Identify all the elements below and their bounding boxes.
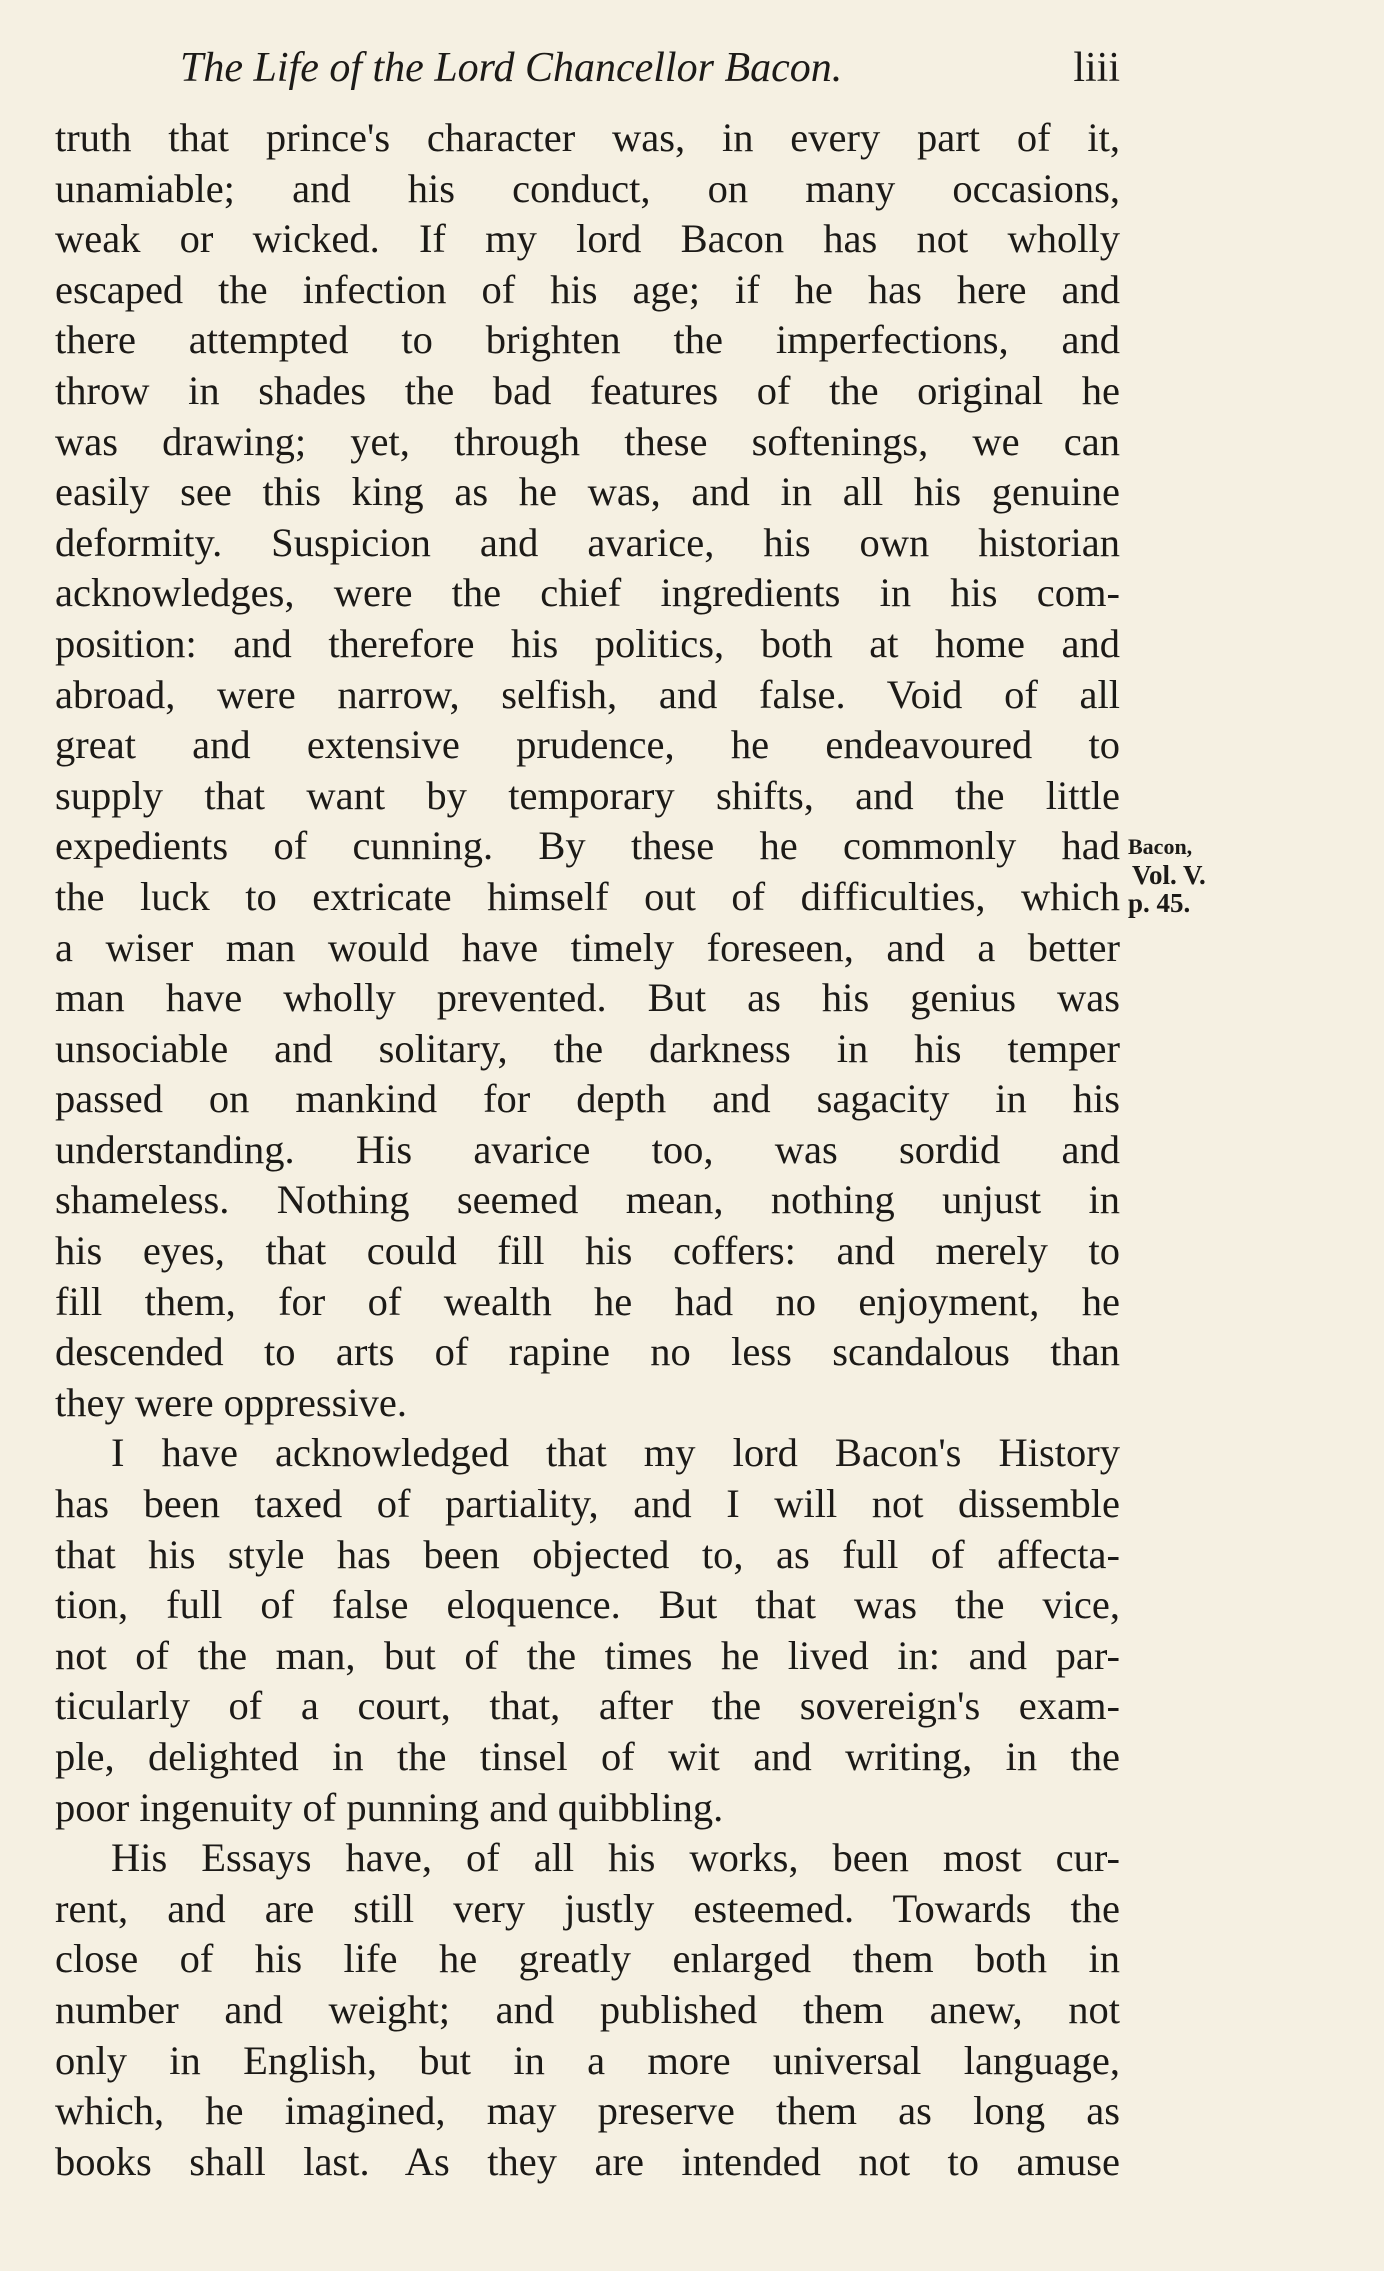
text-line: His Essays have, of all his works, been most cur-	[111, 1835, 1120, 1881]
running-title: The Life of the Lord Chancellor Bacon.	[180, 45, 843, 91]
text-line: easily see this king as he was, and in all his genuine	[55, 469, 1120, 515]
text-line: rent, and are still very justly esteemed. Towards the	[55, 1885, 1120, 1931]
text-line: ticularly of a court, that, after the sovereign's exam-	[55, 1683, 1120, 1729]
text-line: ple, delighted in the tinsel of wit and writing, in the	[55, 1734, 1120, 1779]
text-line: poor ingenuity of punning and quibbling.	[55, 1784, 724, 1830]
body-text	[55, 113, 1120, 2187]
running-head	[160, 38, 1120, 98]
text-line: the luck to extricate himself out of difficulties, which	[55, 873, 1120, 919]
text-line: close of his life he greatly enlarged them both in	[55, 1936, 1120, 1982]
text-line: descended to arts of rapine no less scandalous than	[55, 1329, 1120, 1375]
text-line: acknowledges, were the chief ingredients in his com-	[55, 570, 1120, 616]
text-line: not of the man, but of the times he lived in: and par-	[55, 1632, 1120, 1678]
margin-note	[1128, 833, 1238, 917]
text-line: unamiable; and his conduct, on many occasions,	[55, 165, 1120, 211]
text-line: throw in shades the bad features of the original he	[55, 367, 1120, 413]
text-line: that his style has been objected to, as full of affecta-	[55, 1531, 1120, 1577]
text-line: books shall last. As they are intended not to amuse	[55, 2138, 1120, 2184]
text-line: shameless. Nothing seemed mean, nothing unjust in	[55, 1177, 1120, 1223]
margin-note-line: Vol. V.	[1132, 860, 1206, 890]
text-line: there attempted to brighten the imperfections, and	[55, 317, 1120, 363]
text-line: I have acknowledged that my lord Bacon's History	[111, 1430, 1120, 1476]
text-line: abroad, were narrow, selfish, and false. Void of all	[55, 671, 1120, 717]
text-line: tion, full of false eloquence. But that was the vice,	[55, 1582, 1120, 1628]
text-line: deformity. Suspicion and avarice, his own historian	[55, 519, 1120, 565]
text-line: great and extensive prudence, he endeavoured to	[55, 722, 1120, 768]
text-line: number and weight; and published them anew, not	[55, 1986, 1120, 2032]
text-line: fill them, for of wealth he had no enjoyment, he	[55, 1278, 1120, 1324]
text-line: understanding. His avarice too, was sordid and	[55, 1126, 1120, 1172]
text-line: was drawing; yet, through these softenings, we can	[55, 418, 1120, 464]
text-line: unsociable and solitary, the darkness in his temper	[55, 1025, 1120, 1071]
text-line: passed on mankind for depth and sagacity in his	[55, 1076, 1120, 1122]
text-line: man have wholly prevented. But as his genius was	[55, 975, 1120, 1021]
text-line: his eyes, that could fill his coffers: and merely to	[55, 1228, 1120, 1274]
text-line: expedients of cunning. By these he commonly had	[55, 823, 1120, 869]
margin-note-line: Bacon,	[1128, 834, 1193, 859]
text-line: they were oppressive.	[55, 1379, 408, 1425]
text-line: a wiser man would have timely foreseen, and a better	[55, 924, 1120, 970]
text-line: supply that want by temporary shifts, and the little	[55, 772, 1120, 818]
text-line: only in English, but in a more universal language,	[55, 2037, 1120, 2083]
text-line: weak or wicked. If my lord Bacon has not wholly	[55, 216, 1120, 262]
text-line: position: and therefore his politics, both at home and	[55, 620, 1120, 666]
text-line: has been taxed of partiality, and I will not dissemble	[55, 1481, 1120, 1527]
margin-note-line: p. 45.	[1128, 888, 1191, 918]
text-line: escaped the infection of his age; if he has here and	[55, 266, 1120, 312]
page-number: liii	[1073, 45, 1120, 91]
text-line: which, he imagined, may preserve them as long as	[55, 2088, 1120, 2134]
text-line: truth that prince's character was, in every part of it,	[55, 115, 1120, 160]
